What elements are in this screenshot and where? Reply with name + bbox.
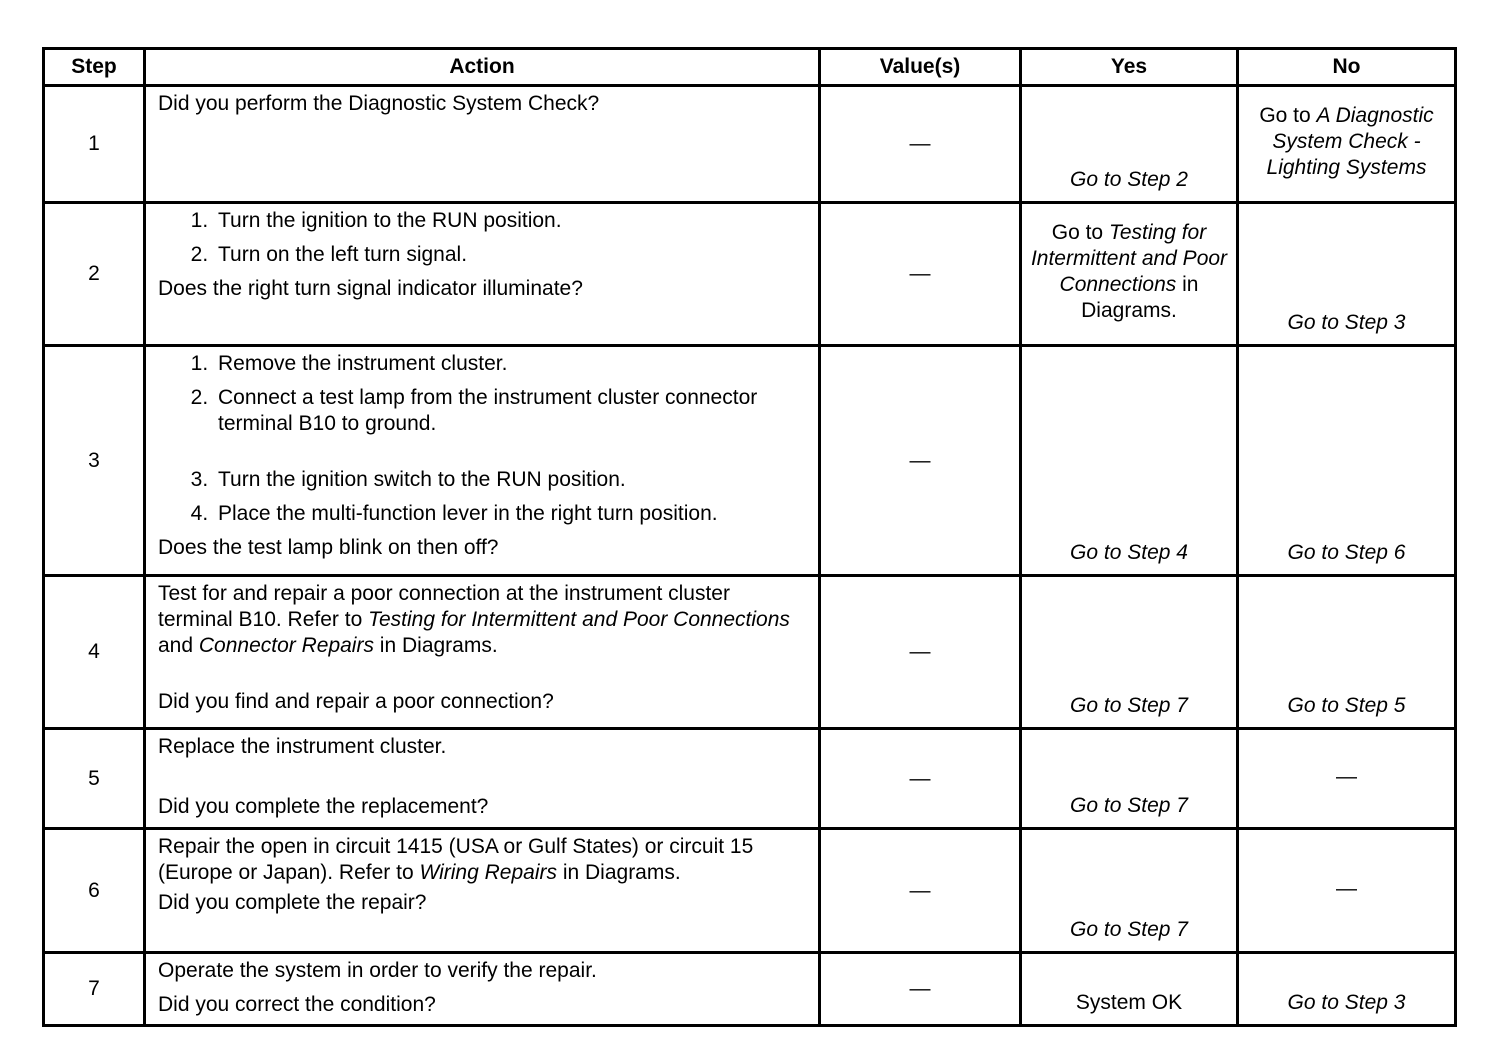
no-link[interactable]: Go to Step 3: [1287, 991, 1406, 1014]
action-question: Does the right turn signal indicator illuminate?: [158, 277, 583, 300]
no-cell: [1238, 203, 1456, 346]
yes-cell: [1021, 729, 1238, 829]
yes-link[interactable]: Go to Step 2: [1070, 168, 1188, 191]
action-step-item: 2. Turn on the left turn signal.: [214, 242, 810, 268]
value-cell: —: [820, 86, 1021, 203]
action-step-item: 4. Place the multi-function lever in the right turn position.: [214, 501, 810, 527]
value-cell: —: [820, 829, 1021, 953]
yes-suffix: in Diagrams.: [1081, 273, 1199, 322]
header-no: No: [1238, 49, 1456, 86]
diagnostic-table: [42, 47, 1457, 1027]
value-cell: —: [820, 953, 1021, 1026]
header-action: Action: [145, 49, 820, 86]
instruction-text: Test for and repair a poor connection at the instrument cluster terminal B10. Refer to: [158, 582, 730, 631]
action-instruction: [158, 834, 810, 886]
no-cell: [1238, 346, 1456, 576]
no-cell: [1238, 86, 1456, 203]
step-number: 1: [44, 86, 145, 203]
action-question: Does the test lamp blink on then off?: [158, 536, 499, 559]
action-cell: [145, 829, 820, 953]
value-cell: —: [820, 729, 1021, 829]
step-number: 3: [44, 346, 145, 576]
action-instruction: Operate the system in order to verify the repair.: [158, 959, 597, 982]
header-step: Step: [44, 49, 145, 86]
yes-prefix: Go to: [1051, 221, 1109, 244]
step-number: 4: [44, 576, 145, 729]
no-link[interactable]: Go to Step 3: [1287, 311, 1406, 334]
header-yes: Yes: [1021, 49, 1238, 86]
header-row: [44, 49, 1456, 86]
action-question: Did you complete the repair?: [158, 891, 427, 914]
yes-link[interactable]: Go to Step 7: [1070, 794, 1188, 817]
yes-link[interactable]: Go to Step 4: [1070, 541, 1188, 564]
yes-link[interactable]: Go to Step 7: [1070, 918, 1188, 941]
table-row: [44, 203, 1456, 346]
yes-cell: [1021, 346, 1238, 576]
instruction-text: Repair the open in circuit 1415 (USA or Gulf States) or circuit 15 (Europe or Japan). Refer to: [158, 835, 754, 884]
header-values: Value(s): [820, 49, 1021, 86]
no-cell: [1238, 576, 1456, 729]
yes-link[interactable]: Go to Step 7: [1070, 694, 1188, 717]
reference-link[interactable]: Testing for Intermittent and Poor Connections: [368, 608, 790, 631]
action-question: Did you find and repair a poor connection?: [158, 690, 554, 713]
action-cell: [145, 953, 820, 1026]
value-cell: —: [820, 576, 1021, 729]
yes-cell: [1021, 829, 1238, 953]
no-prefix: Go to: [1259, 104, 1317, 127]
action-instruction: [158, 581, 810, 659]
action-cell: [145, 729, 820, 829]
reference-link[interactable]: Connector Repairs: [198, 634, 374, 657]
no-cell: —: [1238, 729, 1456, 829]
no-cell: —: [1238, 829, 1456, 953]
action-step-item: 3. Turn the ignition switch to the RUN position.: [214, 467, 810, 493]
instruction-text: in Diagrams.: [373, 634, 498, 657]
value-cell: —: [820, 346, 1021, 576]
yes-link[interactable]: Testing for Intermittent and Poor Connections: [1030, 221, 1228, 296]
action-step-item: 1. Remove the instrument cluster.: [214, 351, 810, 377]
step-number: 2: [44, 203, 145, 346]
no-link[interactable]: Go to Step 6: [1287, 541, 1406, 564]
instruction-text: and: [158, 634, 199, 657]
table-row: [44, 346, 1456, 576]
action-step-item: 2. Connect a test lamp from the instrument cluster connector terminal B10 to ground.: [214, 385, 810, 437]
yes-cell: [1021, 86, 1238, 203]
action-steps: [158, 351, 810, 527]
action-instruction: Replace the instrument cluster.: [158, 735, 447, 758]
step-number: 5: [44, 729, 145, 829]
table-row: [44, 829, 1456, 953]
action-question: Did you perform the Diagnostic System Check?: [158, 92, 600, 115]
yes-cell: [1021, 953, 1238, 1026]
step-number: 7: [44, 953, 145, 1026]
table-row: [44, 86, 1456, 203]
yes-cell: [1021, 203, 1238, 346]
table-row: [44, 953, 1456, 1026]
yes-result: System OK: [1075, 991, 1183, 1014]
action-steps: [158, 208, 810, 268]
action-question: Did you correct the condition?: [158, 993, 436, 1016]
no-link[interactable]: Go to Step 5: [1287, 694, 1406, 717]
reference-link[interactable]: Wiring Repairs: [419, 861, 557, 884]
action-cell: [145, 576, 820, 729]
action-question: Did you complete the replacement?: [158, 795, 489, 818]
action-cell: [145, 86, 820, 203]
step-number: 6: [44, 829, 145, 953]
yes-cell: [1021, 576, 1238, 729]
no-cell: [1238, 953, 1456, 1026]
action-cell: [145, 203, 820, 346]
value-cell: —: [820, 203, 1021, 346]
action-step-item: 1. Turn the ignition to the RUN position.: [214, 208, 810, 234]
table-row: [44, 729, 1456, 829]
no-link[interactable]: A Diagnostic System Check - Lighting Systems: [1266, 104, 1434, 179]
instruction-text: in Diagrams.: [556, 861, 681, 884]
action-cell: [145, 346, 820, 576]
table-row: [44, 576, 1456, 729]
